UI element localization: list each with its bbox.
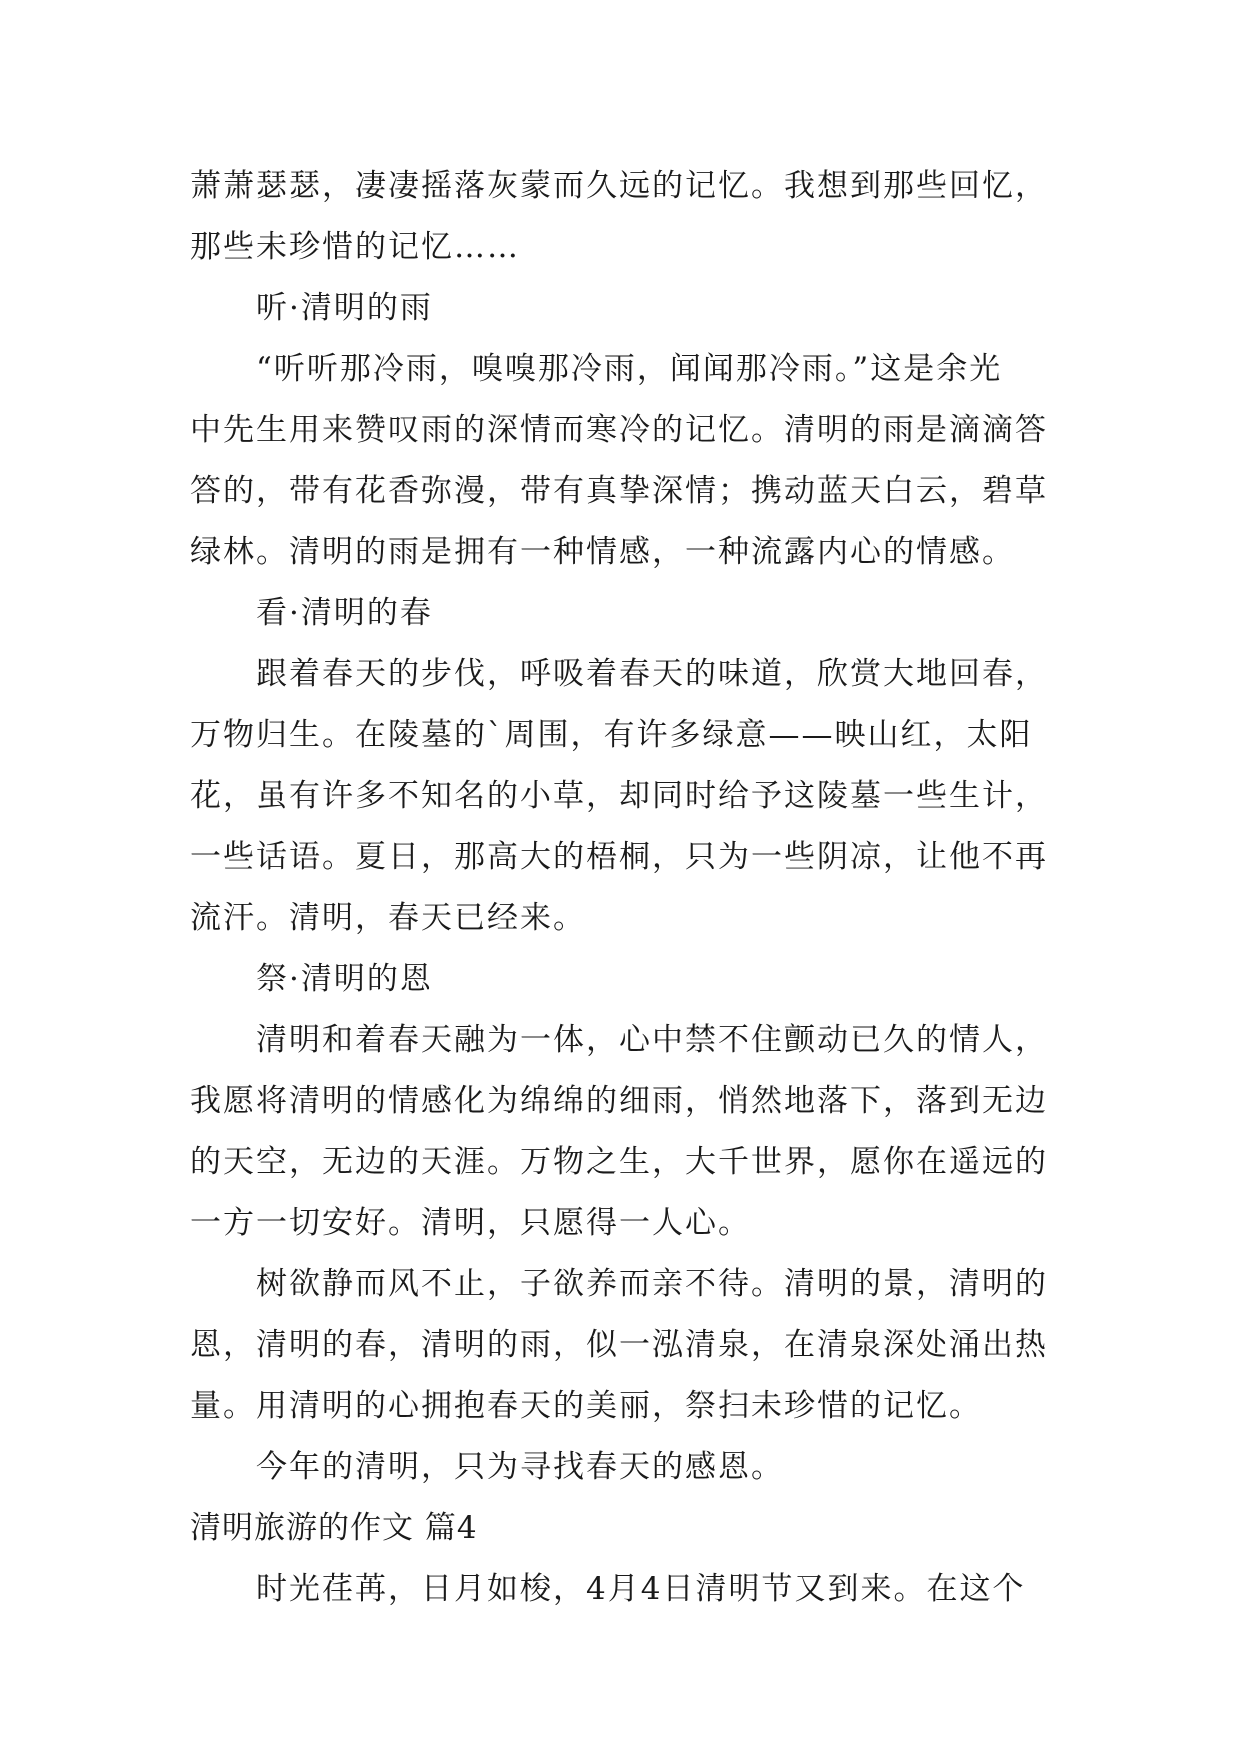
paragraph-line: 树欲静而风不止，子欲养而亲不待。清明的景，清明的 [256, 1266, 1048, 1302]
paragraph-line: 跟着春天的步伐，呼吸着春天的味道，欣赏大地回春， [256, 656, 1048, 692]
paragraph-line: 的天空，无边的天涯。万物之生，大千世界，愿你在遥远的 [190, 1144, 1048, 1180]
paragraph-line: 答的，带有花香弥漫，带有真挚深情；携动蓝天白云，碧草 [190, 473, 1048, 509]
paragraph-line: 万物归生。在陵墓的`周围，有许多绿意——映山红，太阳 [190, 717, 1033, 753]
paragraph-line: 花，虽有许多不知名的小草，却同时给予这陵墓一些生计， [190, 778, 1048, 814]
paragraph-line: 清明和着春天融为一体，心中禁不住颤动已久的情人， [256, 1022, 1048, 1058]
section-heading-grace: 祭·清明的恩 [256, 961, 433, 997]
paragraph-line: 一方一切安好。清明，只愿得一人心。 [190, 1205, 751, 1241]
paragraph-line: 流汗。清明，春天已经来。 [190, 900, 586, 936]
paragraph-line: 中先生用来赞叹雨的深情而寒冷的记忆。清明的雨是滴滴答 [190, 412, 1048, 448]
paragraph-line: 一些话语。夏日，那高大的梧桐，只为一些阴凉，让他不再 [190, 839, 1048, 875]
paragraph-line: 我愿将清明的情感化为绵绵的细雨，悄然地落下，落到无边 [190, 1083, 1048, 1119]
paragraph-line: 今年的清明，只为寻找春天的感恩。 [256, 1449, 784, 1485]
paragraph-line: “听听那冷雨，嗅嗅那冷雨，闻闻那冷雨。”这是余光 [256, 351, 1003, 387]
paragraph-line: 时光荏苒，日月如梭，4月4日清明节又到来。在这个 [256, 1571, 1026, 1607]
section-heading-spring: 看·清明的春 [256, 595, 433, 631]
section-heading-rain: 听·清明的雨 [256, 290, 433, 326]
paragraph-line: 绿林。清明的雨是拥有一种情感，一种流露内心的情感。 [190, 534, 1015, 570]
paragraph-line: 萧萧瑟瑟，凄凄摇落灰蒙而久远的记忆。我想到那些回忆， [190, 168, 1048, 204]
article-title: 清明旅游的作文 篇4 [190, 1510, 478, 1546]
document-page [190, 156, 1070, 1620]
paragraph-line: 那些未珍惜的记忆…… [190, 229, 520, 265]
paragraph-line: 量。用清明的心拥抱春天的美丽，祭扫未珍惜的记忆。 [190, 1388, 982, 1424]
paragraph-line: 恩，清明的春，清明的雨，似一泓清泉，在清泉深处涌出热 [190, 1327, 1048, 1363]
